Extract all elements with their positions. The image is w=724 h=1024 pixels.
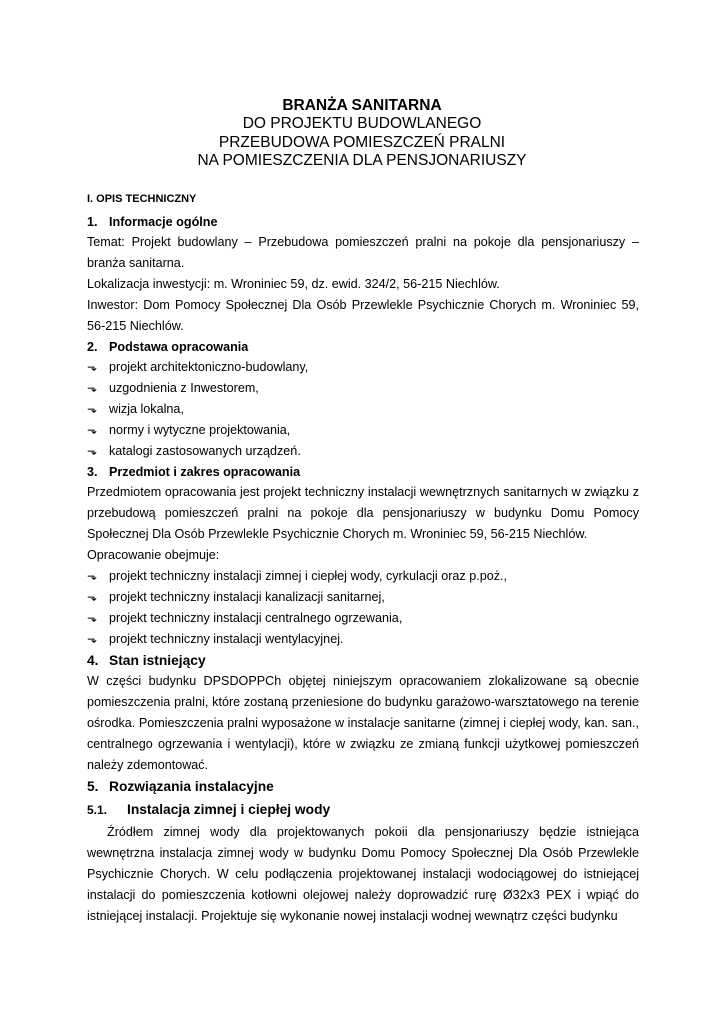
list-item-text: projekt techniczny instalacji kanalizacji sanitarnej, xyxy=(109,590,385,604)
arrow-bullet-icon: ⬎ xyxy=(87,590,98,604)
document-body xyxy=(87,191,639,927)
existing-state-paragraph: W części budynku DPSDOPPCh objętej niniejszym opracowaniem zlokalizowane są obecnie pomieszczenia pralni, które zostaną przeniesione do budynku garażowo-warsztatowego na terenie ośrodka. Pomieszczenia pralni wyposażone w instalacje sanitarne (zimnej i ciepłej wody, kan. san., centralnego ogrzewania i wentylacji), które w związku ze zmianą funkcji użytkowej pomieszczeń należy zdemontować. xyxy=(87,674,639,772)
list-item-text: uzgodnienia z Inwestorem, xyxy=(109,381,259,395)
list-item xyxy=(87,608,639,629)
topic-paragraph: Temat: Projekt budowlany – Przebudowa pomieszczeń pralni na pokoje dla pensjonariuszy – branża sanitarna. xyxy=(87,235,639,270)
list-item-text: projekt techniczny instalacji zimnej i ciepłej wody, cyrkulacji oraz p.poż., xyxy=(109,569,508,583)
list-item xyxy=(87,629,639,650)
list-item xyxy=(87,587,639,608)
heading-water-installation xyxy=(87,799,639,821)
heading-number: 1. xyxy=(87,215,98,229)
heading-existing-state xyxy=(87,650,639,671)
arrow-bullet-icon: ⬎ xyxy=(87,360,98,374)
arrow-bullet-icon: ⬎ xyxy=(87,444,98,458)
scope-intro: Opracowanie obejmuje: xyxy=(87,548,220,562)
list-item xyxy=(87,441,639,462)
list-item xyxy=(87,399,639,420)
arrow-bullet-icon: ⬎ xyxy=(87,423,98,437)
location-paragraph: Lokalizacja inwestycji: m. Wroniniec 59, dz. ewid. 324/2, 56-215 Niechlów. xyxy=(87,277,500,291)
document-title-block xyxy=(0,97,724,171)
document-subtitle-line-1: DO PROJEKTU BUDOWLANEGO xyxy=(242,115,482,132)
heading-text: Przedmiot i zakres opracowania xyxy=(109,465,301,479)
list-item-text: katalogi zastosowanych urządzeń. xyxy=(109,444,301,458)
heading-text: Informacje ogólne xyxy=(109,215,218,229)
heading-number: 5. xyxy=(87,779,99,794)
list-item-text: projekt techniczny instalacji wentylacyjnej. xyxy=(109,632,344,646)
scope-paragraph: Przedmiotem opracowania jest projekt techniczny instalacji wewnętrznych sanitarnych w związku z przebudową pomieszczeń pralni na pokoje dla pensjonariuszy w budynku Domu Pomocy Społecznej Dla Osób Przewlekle Psychicznie Chorych m. Wroniniec 59, 56-215 Niechlów. xyxy=(87,485,639,541)
arrow-bullet-icon: ⬎ xyxy=(87,569,98,583)
heading-scope xyxy=(87,462,639,482)
investor-paragraph: Inwestor: Dom Pomocy Społecznej Dla Osób Przewlekle Psychicznie Chorych m. Wroniniec 59, 56-215 Niechlów. xyxy=(87,298,639,333)
document-title: BRANŻA SANITARNA xyxy=(282,97,442,114)
list-item-text: normy i wytyczne projektowania, xyxy=(109,423,291,437)
heading-number: 5.1. xyxy=(87,803,108,817)
document-subtitle-line-2: PRZEBUDOWA POMIESZCZEŃ PRALNI xyxy=(218,133,506,151)
arrow-bullet-icon: ⬎ xyxy=(87,632,98,646)
list-item xyxy=(87,420,639,441)
heading-solutions xyxy=(87,776,639,797)
basis-list xyxy=(87,357,639,462)
document-subtitle-line-3: NA POMIESZCZENIA DLA PENSJONARIUSZY xyxy=(197,152,527,169)
heading-text: Podstawa opracowania xyxy=(109,340,249,354)
heading-number: 3. xyxy=(87,465,98,479)
arrow-bullet-icon: ⬎ xyxy=(87,381,98,395)
list-item xyxy=(87,566,639,587)
water-installation-paragraph: Źródłem zimnej wody dla projektowanych pokoii dla pensjonariuszy będzie istniejąca wewnętrzna instalacja zimnej wody w budynku Domu Pomocy Społecznej Dla Osób Przewlekle Psychicznie Chorych. W celu podłączenia projektowanej instalacji wodociągowej do istniejącej instalacji do pomieszczenia kotłowni olejowej należy doprowadzić rurę Ø32x3 PEX i wpiąć do istniejącej instalacji. Projektuje się wykonanie nowej instalacji wodnej wewnątrz części budynku xyxy=(87,825,639,923)
arrow-bullet-icon: ⬎ xyxy=(87,402,98,416)
heading-text: Stan istniejący xyxy=(109,653,206,668)
section-label: I. OPIS TECHNICZNY xyxy=(87,193,197,205)
heading-basis xyxy=(87,337,639,357)
list-item xyxy=(87,378,639,399)
list-item-text: wizja lokalna, xyxy=(109,402,184,416)
heading-number: 4. xyxy=(87,653,99,668)
list-item-text: projekt techniczny instalacji centralnego ogrzewania, xyxy=(109,611,403,625)
arrow-bullet-icon: ⬎ xyxy=(87,611,98,625)
list-item-text: projekt architektoniczno-budowlany, xyxy=(109,360,309,374)
heading-text: Instalacja zimnej i ciepłej wody xyxy=(127,802,331,817)
scope-list xyxy=(87,566,639,650)
list-item xyxy=(87,357,639,378)
heading-number: 2. xyxy=(87,340,98,354)
heading-general-info xyxy=(87,212,639,232)
heading-text: Rozwiązania instalacyjne xyxy=(109,779,274,794)
